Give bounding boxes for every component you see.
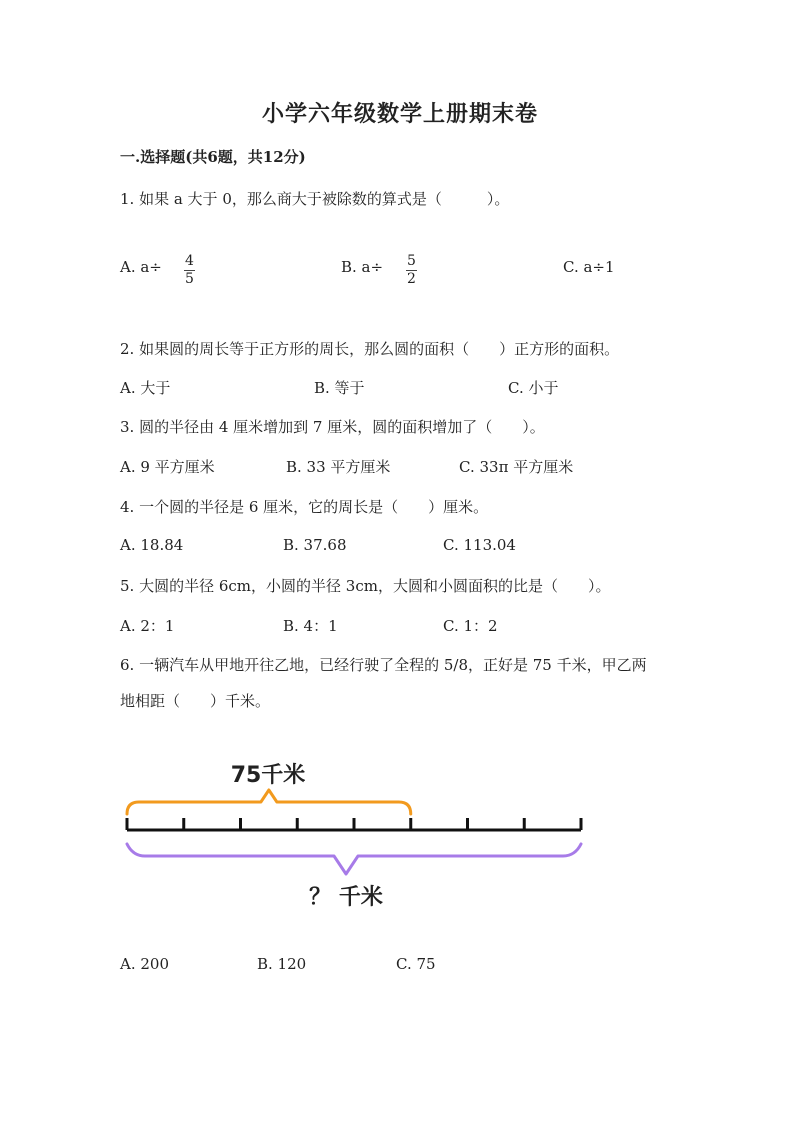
q6-option-a: A. 200 bbox=[120, 955, 169, 973]
q3-option-c: C. 33π 平方厘米 bbox=[459, 458, 574, 476]
question-1-stem: 1. 如果 a 大于 0，那么商大于被除数的算式是（ ）。 bbox=[120, 190, 510, 208]
q1-option-c: C. a÷1 bbox=[563, 258, 615, 276]
diagram-top-label: 75千米 bbox=[230, 763, 306, 788]
q1-option-b-denominator: 2 bbox=[407, 271, 416, 287]
q1-option-a-numerator: 4 bbox=[185, 253, 194, 269]
q1-option-a-fraction bbox=[184, 253, 195, 287]
q5-option-a: A. 2：1 bbox=[120, 617, 175, 635]
q6-option-c: C. 75 bbox=[396, 955, 436, 973]
page-title: 小学六年级数学上册期末卷 bbox=[261, 101, 538, 127]
q3-option-a: A. 9 平方厘米 bbox=[120, 458, 215, 476]
segment-diagram bbox=[0, 740, 800, 920]
q4-option-a: A. 18.84 bbox=[120, 536, 184, 554]
q1-option-b-fraction bbox=[406, 253, 417, 287]
q2-option-c: C. 小于 bbox=[508, 379, 559, 397]
question-6-stem-line-1: 6. 一辆汽车从甲地开往乙地，已经行驶了全程的 5/8，正好是 75 千米，甲乙两 bbox=[120, 656, 647, 674]
q2-option-a: A. 大于 bbox=[120, 379, 171, 397]
question-5-stem: 5. 大圆的半径 6cm，小圆的半径 3cm，大圆和小圆面积的比是（ ）。 bbox=[120, 577, 611, 595]
q3-option-b: B. 33 平方厘米 bbox=[286, 458, 391, 476]
q1-option-b-numerator: 5 bbox=[407, 253, 416, 269]
diagram-bottom-brace bbox=[127, 844, 581, 874]
question-6-stem-line-2: 地相距（ ）千米。 bbox=[120, 692, 271, 710]
question-3-stem: 3. 圆的半径由 4 厘米增加到 7 厘米，圆的面积增加了（ ）。 bbox=[120, 418, 545, 436]
q5-option-b: B. 4：1 bbox=[283, 617, 338, 635]
diagram-top-brace bbox=[127, 790, 411, 814]
q1-option-a-denominator: 5 bbox=[185, 271, 194, 287]
q4-option-c: C. 113.04 bbox=[443, 536, 516, 554]
q1-option-b-label: B. a÷ bbox=[341, 258, 384, 276]
diagram-bottom-label: ？ 千米 bbox=[309, 885, 383, 910]
q6-option-b: B. 120 bbox=[257, 955, 307, 973]
q5-option-c: C. 1：2 bbox=[443, 617, 498, 635]
q2-option-b: B. 等于 bbox=[314, 379, 365, 397]
question-4-stem: 4. 一个圆的半径是 6 厘米，它的周长是（ ）厘米。 bbox=[120, 498, 489, 516]
section-heading: 一.选择题(共6题，共12分) bbox=[120, 148, 306, 166]
question-2-stem: 2. 如果圆的周长等于正方形的周长，那么圆的面积（ ）正方形的面积。 bbox=[120, 340, 620, 358]
q1-option-a-label: A. a÷ bbox=[120, 258, 162, 276]
diagram-ticks bbox=[127, 818, 581, 830]
q4-option-b: B. 37.68 bbox=[283, 536, 347, 554]
